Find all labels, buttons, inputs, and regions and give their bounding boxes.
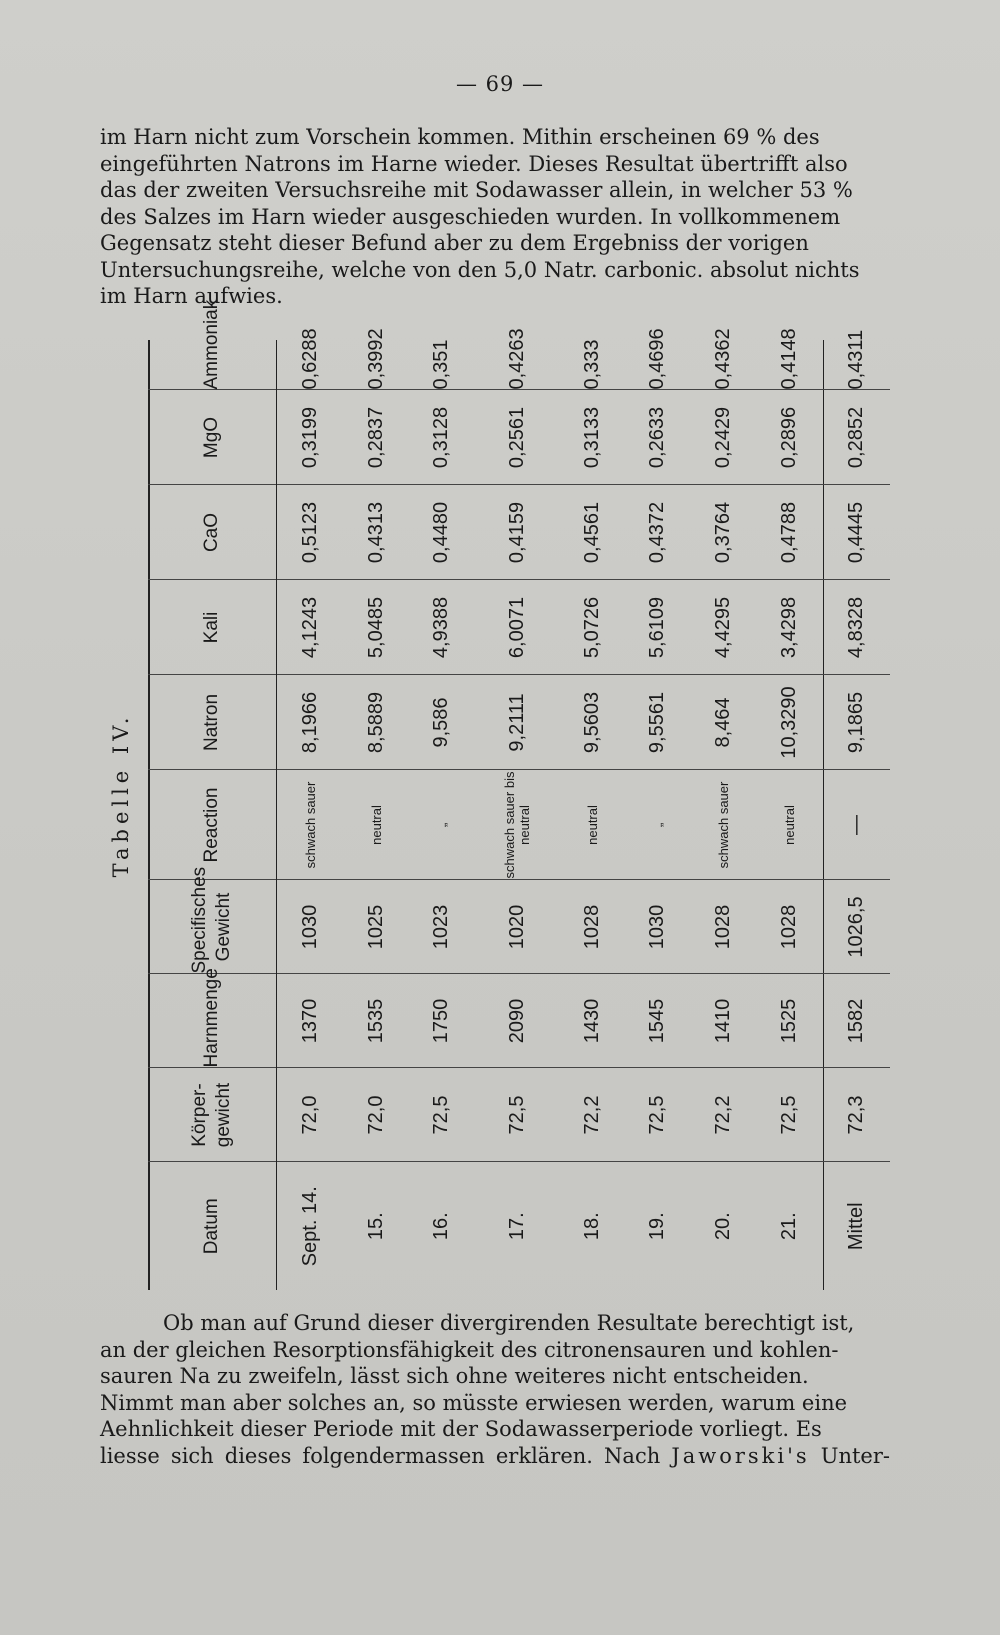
page-number: — 69 — <box>455 72 545 96</box>
cell-reaction: schwach sauer <box>691 770 756 880</box>
table-row <box>560 340 625 1290</box>
cell-spec-gewicht: 1028 <box>691 880 756 974</box>
text-line: an der gleichen Resorptionsfähigkeit des citronensauren und kohlen- <box>100 1337 839 1362</box>
cell-koerpergewicht: 72,0 <box>277 1068 344 1162</box>
header-mgo: MgO <box>148 390 277 485</box>
cell-harnmenge: 1370 <box>277 974 344 1068</box>
paragraph-bottom <box>100 1310 890 1469</box>
cell-ammoniak: 0,3992 <box>343 340 408 390</box>
cell-spec-gewicht: 1030 <box>625 880 690 974</box>
cell-ammoniak: 0,351 <box>409 340 474 390</box>
cell-harnmenge: 1535 <box>343 974 408 1068</box>
table-row <box>691 340 756 1290</box>
cell-mgo: 0,3133 <box>560 390 625 485</box>
cell-koerpergewicht: 72,2 <box>560 1068 625 1162</box>
table-row <box>625 340 690 1290</box>
cell-reaction: neutral <box>343 770 408 880</box>
cell-datum: 17. <box>505 1212 528 1241</box>
cell-mittel-label: Mittel <box>823 1162 890 1290</box>
text-line: Aehnlichkeit dieser Periode mit der Sodawasserperiode vorliegt. Es <box>100 1417 822 1441</box>
header-ammoniak: Ammoniak <box>148 340 277 390</box>
cell-reaction: „ <box>409 770 474 880</box>
cell-datum: Sept. 14. <box>298 1186 321 1267</box>
cell-cao: 0,4159 <box>474 485 559 580</box>
cell-spec-gewicht: 1020 <box>474 880 559 974</box>
table-caption <box>100 700 142 890</box>
cell-natron: 8,5889 <box>343 675 408 770</box>
table-row <box>474 340 559 1290</box>
cell-koerpergewicht: 72,5 <box>474 1068 559 1162</box>
cell-natron: 9,2111 <box>474 675 559 770</box>
header-datum: Datum <box>148 1162 277 1290</box>
cell-mittel-ammoniak: 0,4311 <box>823 340 890 390</box>
table-container <box>148 299 890 1290</box>
table-row <box>409 340 474 1290</box>
cell-spec-gewicht: 1028 <box>756 880 823 974</box>
text-line: Gegensatz steht dieser Befund aber zu dem Ergebniss der vorigen <box>100 231 809 255</box>
cell-mittel-harnmenge: 1582 <box>823 974 890 1068</box>
cell-mittel-spec-gewicht: 1026,5 <box>823 880 890 974</box>
cell-harnmenge: 1430 <box>560 974 625 1068</box>
cell-cao: 0,4372 <box>625 485 690 580</box>
cell-reaction: neutral <box>756 770 823 880</box>
text-line: im Harn aufwies. <box>100 284 283 308</box>
cell-spec-gewicht: 1025 <box>343 880 408 974</box>
header-koerpergewicht: Körper-gewicht <box>148 1068 277 1162</box>
cell-ammoniak: 0,4696 <box>625 340 690 390</box>
paragraph-top <box>100 124 890 310</box>
cell-natron: 8,464 <box>691 675 756 770</box>
header-harnmenge: Harnmenge <box>148 974 277 1068</box>
header-natron: Natron <box>148 675 277 770</box>
cell-cao: 0,4788 <box>756 485 823 580</box>
cell-reaction: „ <box>625 770 690 880</box>
cell-cao: 0,4561 <box>560 485 625 580</box>
cell-kali: 3,4298 <box>756 580 823 675</box>
cell-spec-gewicht: 1023 <box>409 880 474 974</box>
text-span: Unter- <box>809 1443 890 1468</box>
data-table <box>148 299 890 1290</box>
cell-kali: 6,0071 <box>474 580 559 675</box>
cell-datum: 16. <box>430 1212 453 1241</box>
cell-harnmenge: 2090 <box>474 974 559 1068</box>
text-span: liesse sich dieses folgendermassen erklären. Nach <box>100 1443 672 1468</box>
cell-ammoniak: 0,6288 <box>277 340 344 390</box>
cell-harnmenge: 1410 <box>691 974 756 1068</box>
table-header-row <box>148 340 277 1290</box>
cell-harnmenge: 1545 <box>625 974 690 1068</box>
cell-kali: 5,0726 <box>560 580 625 675</box>
cell-koerpergewicht: 72,5 <box>756 1068 823 1162</box>
cell-mgo: 0,2837 <box>343 390 408 485</box>
cell-harnmenge: 1750 <box>409 974 474 1068</box>
text-line: das der zweiten Versuchsreihe mit Sodawasser allein, in welcher 53 % <box>100 178 853 202</box>
cell-mgo: 0,2429 <box>691 390 756 485</box>
cell-datum: 15. <box>364 1212 387 1241</box>
text-line: sauren Na zu zweifeln, lässt sich ohne weiteres nicht entscheiden. <box>100 1364 809 1388</box>
header-reaction: Reaction <box>148 770 277 880</box>
cell-koerpergewicht: 72,0 <box>343 1068 408 1162</box>
cell-mittel-mgo: 0,2852 <box>823 390 890 485</box>
text-line <box>100 1443 890 1470</box>
cell-ammoniak: 0,4148 <box>756 340 823 390</box>
cell-kali: 5,6109 <box>625 580 690 675</box>
cell-kali: 4,4295 <box>691 580 756 675</box>
cell-kali: 4,1243 <box>277 580 344 675</box>
cell-mgo: 0,2561 <box>474 390 559 485</box>
text-line: des Salzes im Harn wieder ausgeschieden wurden. In vollkommenem <box>100 204 841 229</box>
cell-cao: 0,5123 <box>277 485 344 580</box>
rotated-table <box>148 299 890 1290</box>
table-row <box>756 340 823 1290</box>
header-cao: CaO <box>148 485 277 580</box>
cell-spec-gewicht: 1030 <box>277 880 344 974</box>
cell-spec-gewicht: 1028 <box>560 880 625 974</box>
cell-datum: 21. <box>777 1212 800 1241</box>
cell-natron: 9,586 <box>409 675 474 770</box>
cell-reaction: schwach sauer <box>277 770 344 880</box>
text-line: Nimmt man aber solches an, so müsste erwiesen werden, warum eine <box>100 1390 848 1415</box>
table-row <box>277 340 344 1290</box>
text-line: Ob man auf Grund dieser divergirenden Resultate berechtigt ist, <box>163 1311 855 1335</box>
cell-koerpergewicht: 72,5 <box>409 1068 474 1162</box>
header-kali: Kali <box>148 580 277 675</box>
cell-reaction: schwach sauer bis neutral <box>474 770 559 880</box>
cell-ammoniak: 0,4263 <box>474 340 559 390</box>
cell-mittel-natron: 9,1865 <box>823 675 890 770</box>
table-row <box>343 340 408 1290</box>
table-caption-text: Tabelle IV. <box>109 712 133 878</box>
cell-mittel-cao: 0,4445 <box>823 485 890 580</box>
header-spec-gewicht: Specifisches Gewicht <box>148 880 277 974</box>
table-row-mittel <box>823 340 890 1290</box>
cell-mgo: 0,2633 <box>625 390 690 485</box>
cell-mgo: 0,2896 <box>756 390 823 485</box>
cell-natron: 8,1966 <box>277 675 344 770</box>
cell-natron: 10,3290 <box>756 675 823 770</box>
cell-mittel-kali: 4,8328 <box>823 580 890 675</box>
text-line: eingeführten Natrons im Harne wieder. Dieses Resultat übertrifft also <box>100 151 848 176</box>
text-line: im Harn nicht zum Vorschein kommen. Mithin erscheinen 69 % des <box>100 125 820 149</box>
cell-ammoniak: 0,4362 <box>691 340 756 390</box>
cell-koerpergewicht: 72,2 <box>691 1068 756 1162</box>
text-line: Untersuchungsreihe, welche von den 5,0 Natr. carbonic. absolut nichts <box>100 257 860 282</box>
cell-kali: 4,9388 <box>409 580 474 675</box>
cell-datum: 18. <box>580 1212 603 1241</box>
cell-koerpergewicht: 72,5 <box>625 1068 690 1162</box>
cell-mittel-reaction: — <box>823 770 890 880</box>
cell-natron: 9,5561 <box>625 675 690 770</box>
author-name: Jaworski's <box>671 1443 810 1468</box>
cell-cao: 0,4480 <box>409 485 474 580</box>
cell-ammoniak: 0,333 <box>560 340 625 390</box>
cell-mgo: 0,3199 <box>277 390 344 485</box>
cell-cao: 0,4313 <box>343 485 408 580</box>
cell-datum: 20. <box>711 1212 734 1241</box>
cell-reaction: neutral <box>560 770 625 880</box>
cell-natron: 9,5603 <box>560 675 625 770</box>
cell-datum: 19. <box>646 1212 669 1241</box>
cell-cao: 0,3764 <box>691 485 756 580</box>
cell-mittel-koerpergewicht: 72,3 <box>823 1068 890 1162</box>
cell-kali: 5,0485 <box>343 580 408 675</box>
cell-harnmenge: 1525 <box>756 974 823 1068</box>
cell-mgo: 0,3128 <box>409 390 474 485</box>
